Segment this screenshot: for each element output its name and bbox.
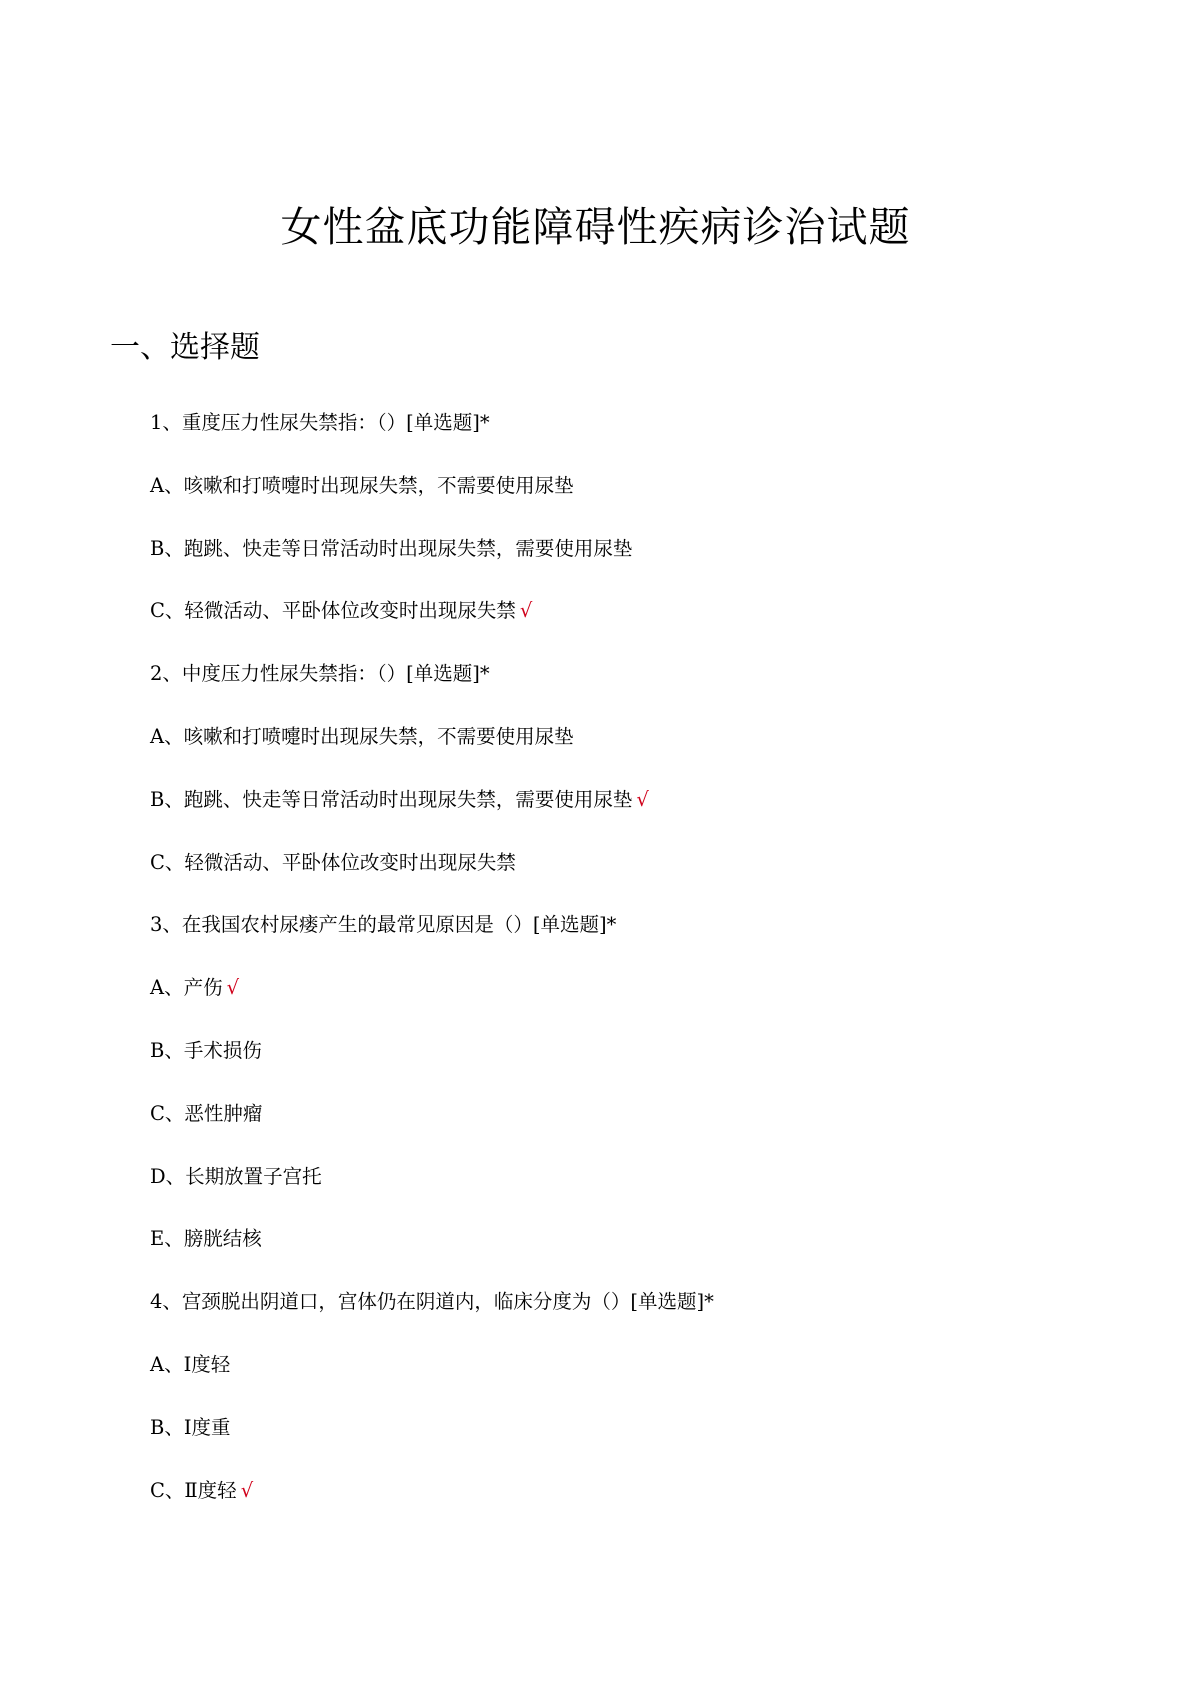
question-list [150,408,1110,1538]
option-text: A、产伤 [150,976,223,1000]
answer-option [150,1036,1110,1099]
question-text: 1、重度压力性尿失禁指：（）[单选题]* [150,411,490,434]
correct-check-icon: √ [226,976,240,1000]
section-heading: 一、选择题 [110,329,260,365]
question-stem [150,408,1110,471]
question-stem [150,910,1110,973]
document-title: 女性盆底功能障碍性疾病诊治试题 [280,203,911,252]
option-text: A、Ⅰ度轻 [150,1352,231,1376]
answer-option [150,1162,1110,1225]
question-text: 4、宫颈脱出阴道口，宫体仍在阴道内，临床分度为（）[单选题]* [150,1290,714,1314]
option-text: B、跑跳、快走等日常活动时出现尿失禁，需要使用尿垫 [150,536,633,560]
question-text: 3、在我国农村尿瘘产生的最常见原因是（）[单选题]* [150,913,617,937]
answer-option [150,1350,1110,1413]
answer-option [150,785,1110,848]
answer-option [150,471,1110,534]
option-text: C、Ⅱ度轻 [150,1478,237,1502]
option-text: C、轻微活动、平卧体位改变时出现尿失禁 [150,599,516,623]
option-text: B、Ⅰ度重 [150,1415,231,1439]
answer-option [150,722,1110,785]
question-stem [150,659,1110,722]
option-text: C、轻微活动、平卧体位改变时出现尿失禁 [150,850,516,874]
answer-option [150,1413,1110,1476]
correct-check-icon: √ [519,599,533,623]
answer-option [150,1224,1110,1287]
question-stem [150,1287,1110,1350]
answer-option [150,1099,1110,1162]
option-text: B、手术损伤 [150,1038,262,1062]
option-text: D、长期放置子宫托 [150,1164,322,1188]
option-text: A、咳嗽和打喷嚏时出现尿失禁，不需要使用尿垫 [150,473,574,497]
answer-option [150,596,1110,659]
answer-option [150,973,1110,1036]
answer-option [150,1476,1110,1539]
option-text: C、恶性肿瘤 [150,1101,263,1125]
option-text: B、跑跳、快走等日常活动时出现尿失禁，需要使用尿垫 [150,787,633,811]
correct-check-icon: √ [636,787,649,811]
answer-option [150,534,1110,597]
correct-check-icon: √ [240,1478,254,1502]
question-text: 2、中度压力性尿失禁指：（）[单选题]* [150,662,490,686]
option-text: E、膀胱结核 [150,1227,262,1251]
option-text: A、咳嗽和打喷嚏时出现尿失禁，不需要使用尿垫 [150,724,574,748]
answer-option [150,848,1110,911]
